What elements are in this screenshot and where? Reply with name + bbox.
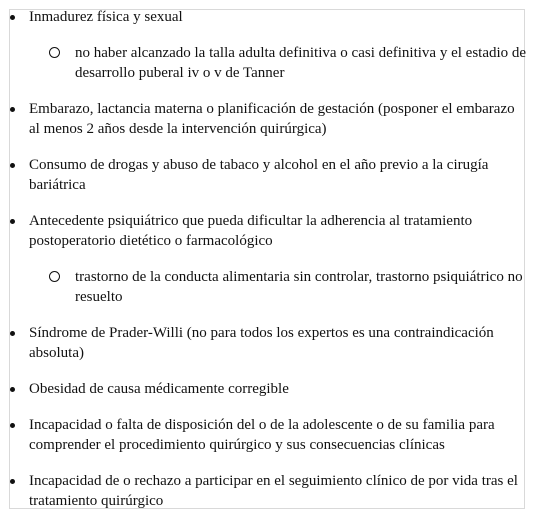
list-item [29, 471, 529, 511]
sub-list-item [75, 43, 530, 83]
list-item [29, 155, 529, 195]
circle-bullet-icon [49, 47, 60, 58]
list-item [29, 211, 529, 251]
sub-list-item-text: no haber alcanzado la talla adulta definitiva o casi definitiva y el estadio de desarrollo puberal iv o v de Tanner [75, 45, 527, 81]
list-item-text: Síndrome de Prader-Willi (no para todos los expertos es una contraindicación absoluta) [29, 325, 494, 361]
circle-bullet-icon [49, 271, 60, 282]
bullet-icon [10, 423, 15, 428]
list-item-text: Consumo de drogas y abuso de tabaco y alcohol en el año previo a la cirugía bariátrica [29, 157, 489, 193]
bullet-icon [10, 163, 15, 168]
list-item [29, 415, 529, 455]
bullet-icon [10, 331, 15, 336]
sub-list-item-text: trastorno de la conducta alimentaria sin controlar, trastorno psiquiátrico no resuelto [75, 269, 523, 305]
list-item-text: Incapacidad o falta de disposición del o de la adolescente o de su familia para comprender el procedimiento quirúrgico y sus consecuencias clínicas [29, 417, 495, 453]
bullet-icon [10, 219, 15, 224]
sub-list-item [75, 267, 530, 307]
list-item-text: Antecedente psiquiátrico que pueda dificultar la adherencia al tratamiento postoperatorio dietético o farmacológico [29, 213, 473, 249]
bullet-icon [10, 15, 15, 20]
list-item [29, 99, 529, 139]
list-item-text: Obesidad de causa médicamente corregible [29, 381, 289, 397]
list-item-text: Embarazo, lactancia materna o planificación de gestación (posponer el embarazo al menos 2 años desde la intervención quirúrgica) [29, 101, 515, 137]
bullet-icon [10, 387, 15, 392]
list-item-text: Incapacidad de o rechazo a participar en el seguimiento clínico de por vida tras el tratamiento quirúrgico [29, 473, 518, 509]
bullet-icon [10, 479, 15, 484]
list-item [29, 7, 529, 27]
list-item-text: Inmadurez física y sexual [29, 9, 183, 25]
bullet-icon [10, 107, 15, 112]
list-item [29, 379, 529, 399]
list-item [29, 323, 529, 363]
